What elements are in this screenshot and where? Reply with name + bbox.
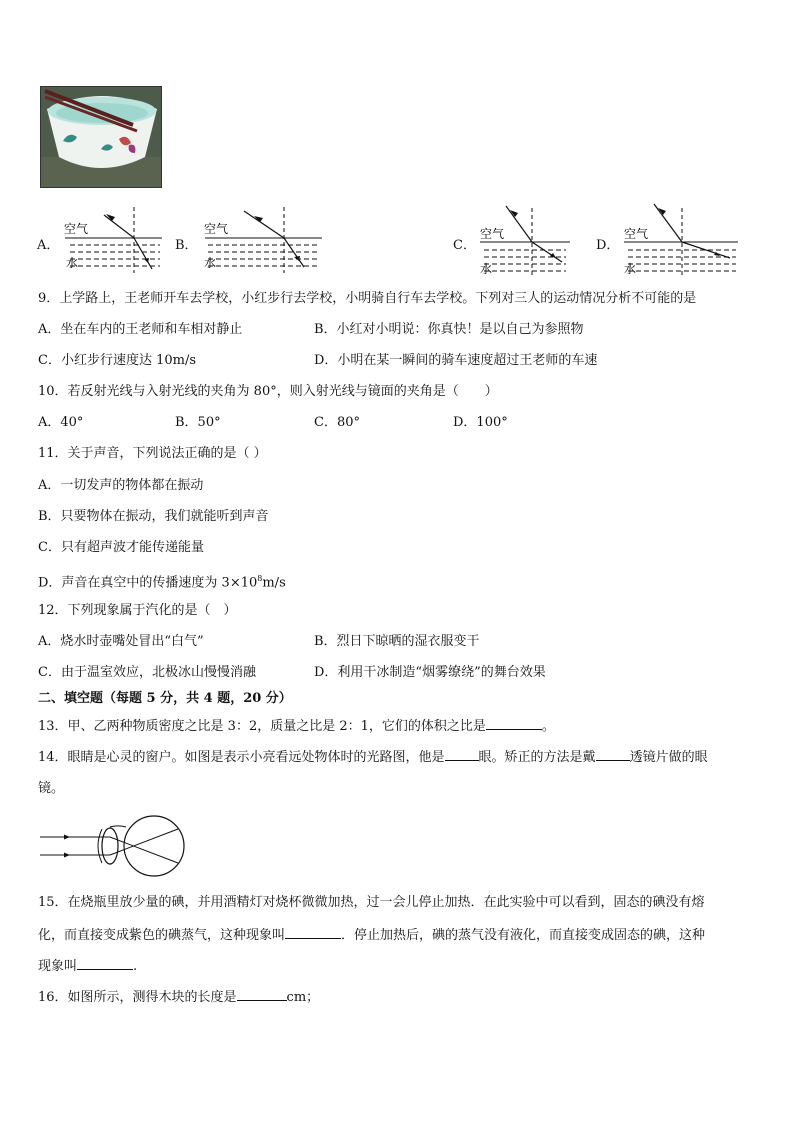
q11-stem: 11．关于声音，下列说法正确的是（ ）: [38, 446, 267, 461]
bowl-photo-drawing: [41, 87, 162, 188]
q15-line2-post: ．停止加热后，碘的蒸气没有液化，而直接变成固态的碘，这种: [341, 928, 706, 943]
option-d-label: D．: [596, 238, 620, 253]
q15-blank-2[interactable]: [77, 957, 133, 970]
q11-option-b: B．只要物体在振动，我们就能听到声音: [38, 509, 269, 524]
q12-option-a: A．烧水时壶嘴处冒出“白气”: [38, 634, 204, 649]
q15-blank-1[interactable]: [285, 926, 341, 939]
q11-option-d-sup: 8: [257, 574, 263, 583]
q9-option-c: C．小红步行速度达 10m/s: [38, 353, 196, 368]
q16-text: [38, 988, 319, 1007]
section-2-heading: 二、填空题（每题 5 分，共 4 题，20 分）: [38, 691, 292, 706]
q9-option-a: A．坐在车内的王老师和车相对静止: [38, 322, 243, 337]
q9-stem: 9．上学路上，王老师开车去学校，小红步行去学校，小明骑自行车去学校。下列对三人的运动情况分析不可能的是: [38, 291, 697, 306]
water-label-b: 水: [204, 256, 217, 270]
air-label-b: 空气: [204, 222, 229, 236]
figure-option-c: [476, 202, 576, 280]
figure-option-a: [60, 205, 165, 277]
q11-option-d-pre: D．声音在真空中的传播速度为 3×10: [38, 575, 258, 591]
eye-diagram: [36, 813, 186, 879]
q16-blank[interactable]: [237, 988, 287, 1001]
q14-blank-2[interactable]: [596, 748, 630, 761]
q12-option-d: D．利用干冰制造“烟雾缭绕”的舞台效果: [314, 665, 546, 680]
figure-option-b: [200, 205, 325, 277]
q14-line1: [38, 748, 708, 767]
q14-blank-1[interactable]: [445, 748, 479, 761]
option-c-label: C．: [453, 238, 476, 253]
q13-blank[interactable]: [486, 717, 542, 730]
q13-end: 。: [541, 719, 555, 734]
q13-stem: 13．甲、乙两种物质密度之比是 3：2，质量之比是 2：1，它们的体积之比是: [38, 719, 486, 734]
figure-option-d: [620, 202, 742, 280]
bowl-chopstick-photo: [40, 86, 162, 188]
q15-line2-pre: 化，而直接变成紫色的碘蒸气，这种现象叫: [38, 928, 286, 943]
q16-post: cm；: [286, 990, 320, 1005]
q14-line2: 镜。: [38, 781, 65, 796]
q9-option-b: B．小红对小明说：你真快！是以自己为参照物: [314, 322, 584, 337]
q12-option-c: C．由于温室效应，北极冰山慢慢消融: [38, 665, 256, 680]
q12-stem: 12．下列现象属于汽化的是（ ）: [38, 603, 237, 618]
q10-option-a: A．40°: [38, 415, 84, 430]
air-label-c: 空气: [480, 227, 505, 241]
q10-option-d: D．100°: [453, 415, 508, 430]
q15-line3-pre: 现象叫: [38, 959, 78, 974]
water-label-a: 水: [66, 256, 79, 270]
q15-line2: [38, 926, 705, 945]
water-label-c: 水: [480, 262, 493, 276]
q15-line3-post: .: [133, 959, 138, 974]
q16-pre: 16．如图所示，测得木块的长度是: [38, 990, 237, 1005]
q9-option-d: D．小明在某一瞬间的骑车速度超过王老师的车速: [314, 353, 598, 368]
eye-lens: [102, 828, 118, 864]
q14-part1: 14．眼睛是心灵的窗户。如图是表示小亮看远处物体时的光路图，他是: [38, 750, 445, 765]
q13-text: [38, 717, 555, 736]
air-label-a: 空气: [64, 222, 89, 236]
q10-stem: 10．若反射光线与入射光线的夹角为 80°，则入射光线与镜面的夹角是（ ）: [38, 384, 498, 399]
q11-option-a: A．一切发声的物体都在振动: [38, 478, 204, 493]
option-a-label: A．: [37, 238, 60, 253]
q11-option-d-post: m/s: [262, 575, 286, 591]
q10-option-b: B．50°: [175, 415, 221, 430]
q14-part2: 眼。矫正的方法是戴: [478, 750, 596, 765]
q15-line1: 15．在烧瓶里放少量的碘，并用酒精灯对烧杯微微加热，过一会儿停止加热．在此实验中可以看到，固态的碘没有熔: [38, 895, 705, 910]
q15-line3: [38, 957, 137, 976]
option-b-label: B．: [175, 238, 198, 253]
q11-option-d: [38, 570, 286, 592]
water-label-d: 水: [624, 262, 637, 276]
air-label-d: 空气: [624, 227, 649, 241]
q12-option-b: B．烈日下晾晒的湿衣服变干: [314, 634, 480, 649]
q11-option-c: C．只有超声波才能传递能量: [38, 540, 204, 555]
q14-part3: 透镜片做的眼: [629, 750, 708, 765]
q10-option-c: C．80°: [314, 415, 360, 430]
